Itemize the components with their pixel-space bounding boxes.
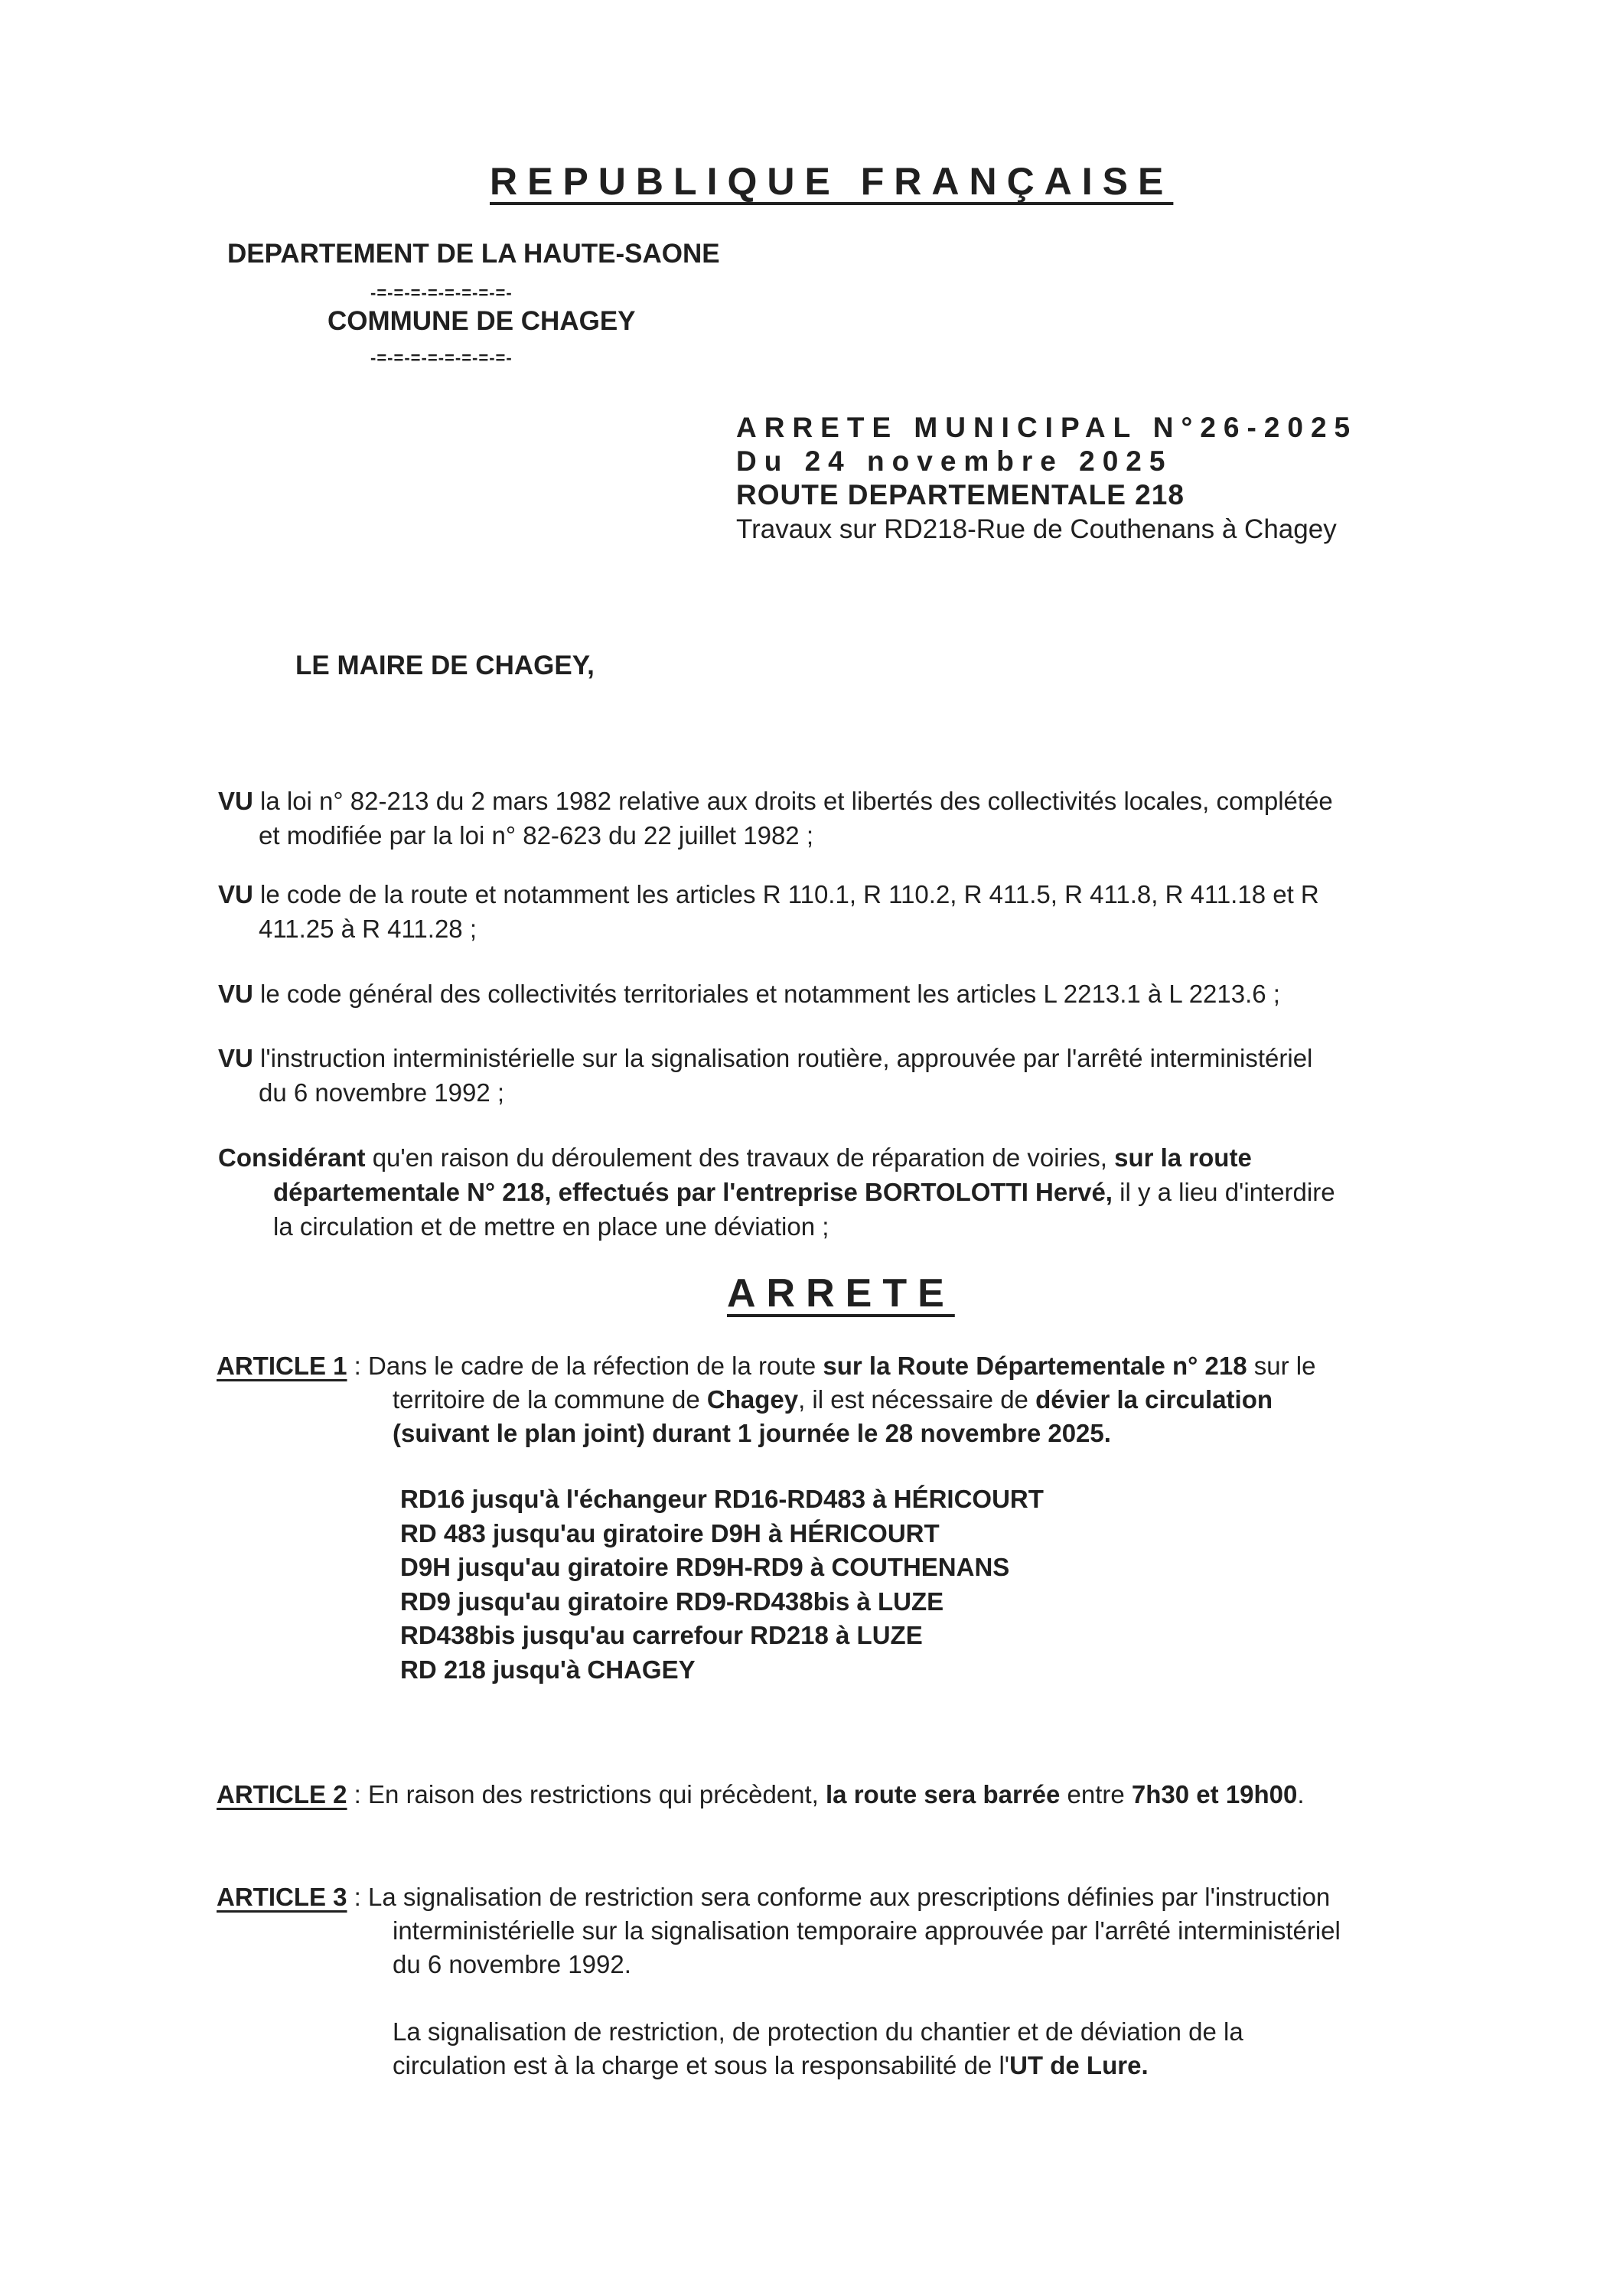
visa-text-cont: du 6 novembre 1992 ; xyxy=(259,1078,505,1107)
article-text: En raison des restrictions qui précèdent, xyxy=(368,1780,826,1808)
republique-title: REPUBLIQUE FRANÇAISE xyxy=(490,160,1174,203)
separator-2: -=-=-=-=-=-=-=-=- xyxy=(370,348,513,367)
separator-1: -=-=-=-=-=-=-=-=- xyxy=(370,283,513,302)
article-bold: 7h30 et 19h00 xyxy=(1131,1780,1298,1808)
article-bold: UT de Lure. xyxy=(1009,2051,1149,2079)
visa-text: le code général des collectivités territoriales et notamment les articles L 2213.1 à L 2213.6 ; xyxy=(253,980,1280,1008)
considerant-text: qu'en raison du déroulement des travaux de réparation de voiries, xyxy=(365,1143,1115,1172)
article-2 xyxy=(217,1778,1465,1812)
article-bold: la route sera barrée xyxy=(826,1780,1061,1808)
visa-1 xyxy=(218,784,1465,853)
considerant-bold: départementale N° 218, effectués par l'entreprise BORTOLOTTI Hervé, xyxy=(273,1178,1113,1206)
route-item: RD 483 jusqu'au giratoire D9H à HÉRICOURT xyxy=(400,1518,940,1548)
article-bold: dévier la circulation xyxy=(1035,1385,1273,1414)
considerant xyxy=(218,1140,1465,1244)
route-list xyxy=(400,1482,1044,1687)
article-text: La signalisation de restriction, de protection du chantier et de déviation de la xyxy=(393,2017,1243,2046)
article-text: entre xyxy=(1060,1780,1132,1808)
article-2-label: ARTICLE 2 xyxy=(217,1780,347,1808)
article-sep: : xyxy=(347,1352,369,1380)
article-text: circulation est à la charge et sous la responsabilité de l' xyxy=(393,2051,1010,2079)
article-text: , il est nécessaire de xyxy=(798,1385,1036,1414)
route-item: RD16 jusqu'à l'échangeur RD16-RD483 à HÉRICOURT xyxy=(400,1485,1044,1513)
article-text: territoire de la commune de xyxy=(393,1385,707,1414)
article-text: interministérielle sur la signalisation temporaire approuvée par l'arrêté interministériel xyxy=(393,1916,1341,1945)
article-1 xyxy=(217,1349,1465,1450)
visa-text: l'instruction interministérielle sur la signalisation routière, approuvée par l'arrêté interministériel xyxy=(253,1044,1313,1072)
visa-3 xyxy=(218,977,1465,1011)
visa-text: la loi n° 82-213 du 2 mars 1982 relative aux droits et libertés des collectivités locales, complétée xyxy=(253,787,1333,815)
considerant-bold: sur la route xyxy=(1114,1143,1252,1172)
article-text: La signalisation de restriction sera conforme aux prescriptions définies par l'instruction xyxy=(368,1883,1331,1911)
arrete-route: ROUTE DEPARTEMENTALE 218 xyxy=(736,479,1185,510)
commune-label: COMMUNE DE CHAGEY xyxy=(328,306,636,336)
article-sep: : xyxy=(347,1883,369,1911)
article-bold: (suivant le plan joint) durant 1 journée le 28 novembre 2025. xyxy=(393,1419,1111,1447)
article-text: . xyxy=(1297,1780,1305,1808)
visa-4 xyxy=(218,1041,1465,1110)
considerant-text: il y a lieu d'interdire xyxy=(1112,1178,1335,1206)
visa-text-cont: 411.25 à R 411.28 ; xyxy=(259,915,477,943)
arrete-date: Du 24 novembre 2025 xyxy=(736,445,1173,477)
visa-text-cont: et modifiée par la loi n° 82-623 du 22 juillet 1982 ; xyxy=(259,821,814,850)
article-text: Dans le cadre de la réfection de la route xyxy=(368,1352,823,1380)
article-bold: sur la Route Départementale n° 218 xyxy=(823,1352,1247,1380)
route-item: RD438bis jusqu'au carrefour RD218 à LUZE xyxy=(400,1621,923,1649)
route-item: RD9 jusqu'au giratoire RD9-RD438bis à LUZE xyxy=(400,1587,944,1616)
visa-lead: VU xyxy=(218,1044,253,1072)
arrete-title: ARRETE xyxy=(727,1271,955,1316)
visa-lead: VU xyxy=(218,880,253,908)
considerant-lead: Considérant xyxy=(218,1143,366,1172)
article-text: sur le xyxy=(1247,1352,1316,1380)
article-3-label: ARTICLE 3 xyxy=(217,1883,347,1911)
article-text: du 6 novembre 1992. xyxy=(393,1950,631,1978)
maire-heading: LE MAIRE DE CHAGEY, xyxy=(295,651,595,680)
article-sep: : xyxy=(347,1780,369,1808)
visa-lead: VU xyxy=(218,787,253,815)
route-item: RD 218 jusqu'à CHAGEY xyxy=(400,1655,696,1684)
considerant-text-cont: la circulation et de mettre en place une déviation ; xyxy=(273,1212,829,1241)
visa-2 xyxy=(218,877,1465,946)
visa-lead: VU xyxy=(218,980,253,1008)
visa-text: le code de la route et notamment les articles R 110.1, R 110.2, R 411.5, R 411.8, R 411.18 et R xyxy=(253,880,1319,908)
departement-label: DEPARTEMENT DE LA HAUTE-SAONE xyxy=(227,239,720,269)
arrete-subject: Travaux sur RD218-Rue de Couthenans à Chagey xyxy=(736,514,1337,544)
route-item: D9H jusqu'au giratoire RD9H-RD9 à COUTHENANS xyxy=(400,1553,1010,1581)
arrete-header xyxy=(736,412,1357,545)
article-bold: Chagey xyxy=(706,1385,799,1414)
arrete-number: ARRETE MUNICIPAL N°26-2025 xyxy=(736,412,1358,443)
article-1-label: ARTICLE 1 xyxy=(217,1352,347,1380)
article-3 xyxy=(217,1880,1465,2082)
